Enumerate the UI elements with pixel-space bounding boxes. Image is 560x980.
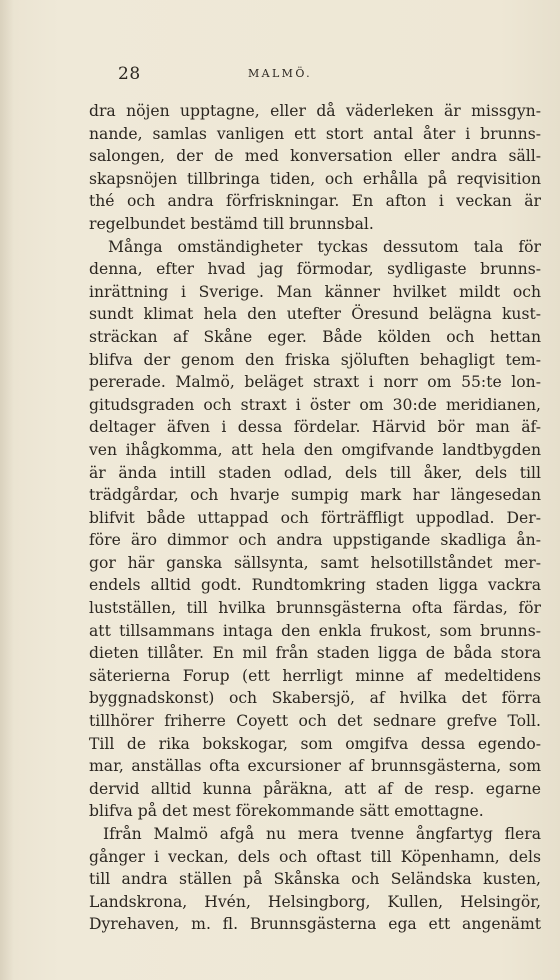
text-line: sträckan af Skåne eger. Både kölden och hettan — [89, 327, 541, 346]
text-line: endels alltid godt. Rundtomkring staden ligga vackra — [89, 576, 541, 595]
text-line: är ända intill staden odlad, dels till åker, dels till — [89, 463, 541, 482]
text-line: nande, samlas vanligen ett stort antal åter i brunns- — [89, 124, 541, 143]
text-line: dervid alltid kunna påräkna, att af de resp. egarne — [89, 779, 541, 798]
running-title: MALMÖ. — [247, 67, 313, 80]
page-number: 28 — [118, 64, 141, 84]
text-line: deltager äfven i dessa fördelar. Härvid bör man äf- — [89, 418, 541, 437]
text-line: skapsnöjen tillbringa tiden, och erhålla på reqvisition — [89, 169, 541, 188]
text-line: inrättning i Sverige. Man känner hvilket mildt och — [89, 282, 541, 301]
text-line: Till de rika bokskogar, som omgifva dessa egendo- — [89, 734, 541, 753]
text-line: ven ihågkomma, att hela den omgifvande landtbygden — [89, 440, 541, 459]
text-line: till andra ställen på Skånska och Seländska kusten, — [89, 870, 541, 889]
text-line: thé och andra förfriskningar. En afton i veckan är — [89, 192, 541, 211]
text-line: gitudsgraden och straxt i öster om 30:de meridianen, — [89, 395, 541, 414]
text-line: Dyrehaven, m. fl. Brunnsgästerna ega ett angenämt — [89, 915, 541, 934]
text-line: regelbundet bestämd till brunnsbal. — [89, 214, 374, 233]
text-line: gånger i veckan, dels och oftast till Köpenhamn, dels — [89, 847, 541, 866]
running-head — [0, 64, 560, 88]
text-line: mar, anställas ofta excursioner af brunnsgästerna, som — [89, 757, 541, 776]
text-line: salongen, der de med konversation eller andra säll- — [89, 147, 541, 166]
text-line: Landskrona, Hvén, Helsingborg, Kullen, Helsingör, — [89, 892, 541, 911]
text-line: Ifrån Malmö afgå nu mera tvenne ångfartyg flera — [103, 825, 541, 843]
text-line: blifva der genom den friska sjöluften behagligt tem- — [89, 350, 541, 369]
text-line: trädgårdar, och hvarje sumpig mark har längesedan — [89, 486, 541, 505]
text-line: denna, efter hvad jag förmodar, sydligaste brunns- — [89, 260, 541, 279]
text-line: tillhörer friherre Coyett och det sednare grefve Toll. — [89, 712, 541, 731]
text-line: byggnadskonst) och Skabersjö, af hvilka det förra — [89, 689, 541, 708]
text-line: Många omständigheter tyckas dessutom tala för — [108, 237, 541, 256]
text-line: dra nöjen upptagne, eller då väderleken är missgyn- — [89, 102, 541, 120]
text-line: sundt klimat hela den utefter Öresund belägna kust- — [89, 305, 541, 324]
text-line: gor här ganska sällsynta, samt helsotillståndet mer- — [89, 553, 541, 572]
text-line: att tillsammans intaga den enkla frukost, som brunns- — [89, 621, 541, 640]
text-line: före äro dimmor och andra uppstigande skadliga ån- — [89, 531, 541, 550]
text-line: pererade. Malmö, beläget straxt i norr om 55:te lon- — [89, 373, 541, 392]
text-line: dieten tillåter. En mil från staden ligga de båda stora — [89, 644, 541, 663]
text-line: blifva på det mest förekommande sätt emottagne. — [89, 802, 484, 821]
text-line: säterierna Forup (ett herrligt minne af medeltidens — [89, 666, 541, 685]
text-line: blifvit både uttappad och förträffligt uppodlad. Der- — [89, 508, 541, 527]
text-line: lustställen, till hvilka brunnsgästerna ofta färdas, för — [89, 599, 541, 618]
body-text — [89, 100, 541, 936]
